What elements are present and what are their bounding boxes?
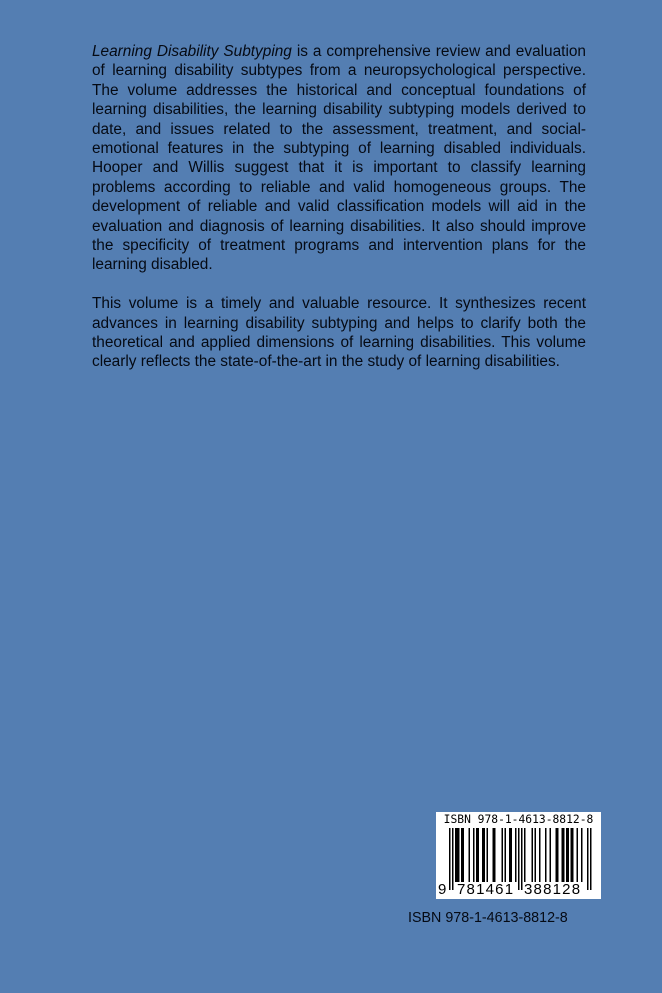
barcode-bar [476, 828, 478, 882]
barcode-bar [562, 828, 564, 882]
barcode-bar [478, 828, 480, 882]
barcode-bar [556, 828, 558, 882]
description-paragraph-1 [92, 42, 586, 275]
barcode-bar [587, 828, 589, 890]
barcode-bar [509, 828, 511, 882]
barcode-bar [452, 828, 454, 890]
barcode-bar [539, 828, 541, 882]
barcode-bar [518, 828, 520, 890]
barcode-bar [515, 828, 517, 882]
barcode-bar [550, 828, 552, 882]
barcode-bar [545, 828, 547, 882]
barcode-bar [572, 828, 574, 882]
book-title: Learning Disability Subtyping [92, 43, 292, 60]
barcode-bar [458, 828, 460, 882]
barcode-bar [469, 828, 471, 882]
description-paragraph-2: This volume is a timely and valuable resource. It synthesizes recent advances in learning disability subtyping and helps to clarify both the theoretical and applied dimensions of learning disabilities. This volume clearly reflects the state-of-the-art in the study of learning disabilities. [92, 295, 586, 371]
isbn-barcode [436, 812, 601, 899]
barcode-bar [484, 828, 486, 882]
barcode-bar [494, 828, 496, 882]
barcode-isbn-text: ISBN 978-1-4613-8812-8 [443, 813, 594, 826]
barcode-bar [563, 828, 565, 882]
barcode-right-digits: 388128 [524, 881, 582, 898]
barcode-bar [571, 828, 573, 882]
barcode-bar [590, 828, 592, 890]
barcode-bar [524, 828, 526, 882]
barcode-bar [473, 828, 475, 882]
barcode-left-digits: 781461 [457, 881, 515, 898]
barcode-lead-digit: 9 [438, 881, 447, 898]
barcode-bar [521, 828, 523, 890]
barcode-bar [493, 828, 495, 882]
barcode-bar [463, 828, 465, 882]
barcode-bar [502, 828, 504, 882]
barcode-bar [511, 828, 513, 882]
barcode-bar [568, 828, 570, 882]
isbn-label: ISBN 978-1-4613-8812-8 [408, 910, 568, 926]
back-cover-description [92, 42, 586, 391]
barcode-bar [566, 828, 568, 882]
description-paragraph-1-text: is a comprehensive review and evaluation of learning disability subtypes from a neuropsychological perspective. The volume addresses the historical and conceptual foundations of learning disabilities, the learning disability subtyping models derived to date, and issues related to the assessment, treatment, and social-emotional features in the subtyping of learning disabled individuals. Hooper and Willis suggest that it is important to classify learning problems according to reliable and valid homogeneous groups. The development of reliable and valid classification models will aid in the evaluation and diagnosis of learning disabilities. It also should improve the specificity of treatment programs and intervention plans for the learning disabled. [92, 43, 586, 274]
barcode-bar [455, 828, 457, 882]
barcode-bar [557, 828, 559, 882]
barcode-bar [532, 828, 534, 882]
barcode-bar [505, 828, 507, 882]
barcode-bar [487, 828, 489, 882]
barcode-bar [461, 828, 463, 882]
barcode-bar [535, 828, 537, 882]
barcode-bar [457, 828, 459, 882]
barcode-bar [449, 828, 451, 890]
barcode-bar [577, 828, 579, 882]
barcode-bar [581, 828, 583, 882]
barcode-bar [482, 828, 484, 882]
